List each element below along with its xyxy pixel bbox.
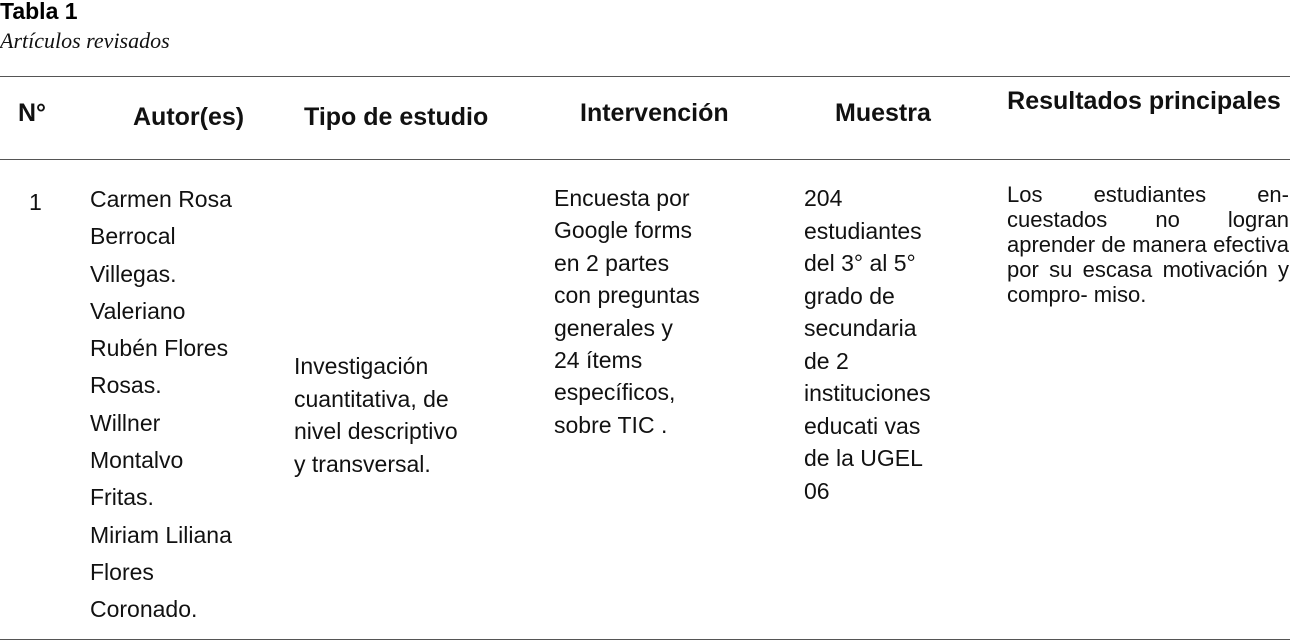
table-title: Tabla 1 <box>0 0 78 24</box>
cell-resultados: Los estudiantes en- cuestados no logran aprender de manera efectiva por su escasa motivación y compro- miso. <box>1007 182 1289 307</box>
header-intervencion: Intervención <box>580 99 729 127</box>
header-num: N° <box>18 99 47 127</box>
cell-tipo-estudio: Investigación cuantitativa, de nivel descriptivo y transversal. <box>294 353 458 477</box>
table-top-rule <box>0 76 1290 77</box>
table-header-rule <box>0 159 1290 160</box>
header-muestra: Muestra <box>835 99 931 127</box>
header-autor: Autor(es) <box>133 103 245 131</box>
header-tipo-estudio: Tipo de estudio <box>304 103 489 131</box>
header-resultados: Resultados principales <box>1007 87 1281 115</box>
cell-muestra: 204 estudiantes del 3° al 5° grado de secundaria de 2 instituciones educati vas de la UGEL 06 <box>804 185 931 504</box>
cell-autor: Carmen Rosa Berrocal Villegas. Valeriano Rubén Flores Rosas. Willner Montalvo Fritas. Miriam Liliana Flores Coronado. <box>90 186 232 623</box>
table-bottom-rule <box>0 639 1290 640</box>
cell-num: 1 <box>29 189 42 215</box>
cell-intervencion: Encuesta por Google forms en 2 partes con preguntas generales y 24 ítems específicos, sobre TIC . <box>554 185 700 438</box>
table-subtitle: Artículos revisados <box>0 28 170 53</box>
